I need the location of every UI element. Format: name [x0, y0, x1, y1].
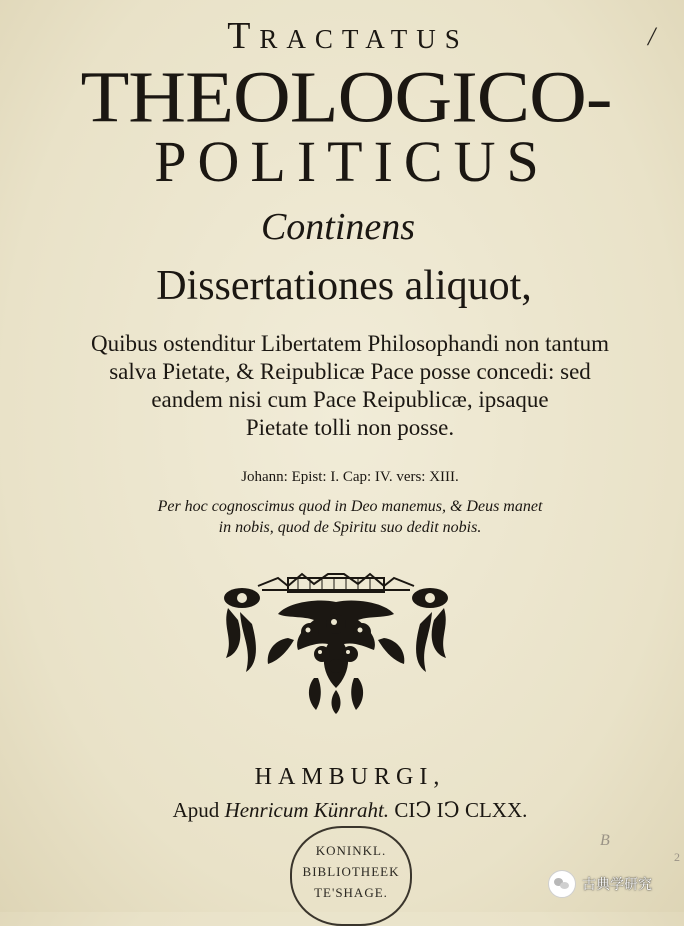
imprint-city: HAMBURGI,: [254, 764, 446, 790]
quote-line: Per hoc cognoscimus quod in Deo manemus, & Deus manet: [157, 498, 543, 515]
scripture-quote: [8, 496, 684, 538]
subtitle-line: Quibus ostenditur Libertatem Philosophandi non tantum: [90, 331, 610, 356]
subtitle-paragraph: [8, 330, 684, 442]
title-line-dissertationes: Dissertationes aliquot,: [156, 263, 532, 309]
printers-ornament-woodcut: [218, 568, 454, 716]
quote-line: in nobis, quod de Spiritu suo dedit nobis.: [218, 519, 482, 536]
watermark-text: 古典学研究: [582, 877, 652, 893]
subtitle-line: salva Pietate, & Reipublicæ Pace posse concedi: sed: [109, 359, 591, 384]
pencil-annotation-2: 2: [674, 850, 680, 864]
library-stamp: [290, 826, 412, 926]
title-line-continens: Continens: [260, 206, 416, 248]
wechat-icon: [548, 870, 576, 898]
imprint-apud: Apud: [172, 798, 220, 822]
corner-pencil-mark: /: [648, 22, 656, 51]
stamp-line: BIBLIOTHEEK: [302, 864, 400, 879]
title-line-theologico: THEOLOGICO-: [80, 56, 612, 138]
subtitle-line: eandem nisi cum Pace Reipublicæ, ipsaque: [151, 387, 549, 412]
stamp-line: TE'SHAGE.: [314, 885, 388, 900]
subtitle-line: Pietate tolli non posse.: [245, 415, 455, 440]
title-line-politicus: POLITICUS: [154, 129, 550, 194]
wechat-watermark: [548, 870, 652, 898]
title-line-tractatus: Tractatus: [227, 15, 469, 57]
scripture-citation: Johann: Epist: I. Cap: IV. vers: XIII.: [241, 469, 459, 485]
stamp-line: KONINKL.: [315, 843, 387, 858]
pencil-annotation: B: [600, 832, 610, 849]
imprint-publisher-name: Henricum Künraht.: [224, 798, 390, 822]
imprint-publisher-line: [8, 798, 684, 823]
imprint-year: CIↃ IↃ CLXX.: [394, 798, 528, 822]
